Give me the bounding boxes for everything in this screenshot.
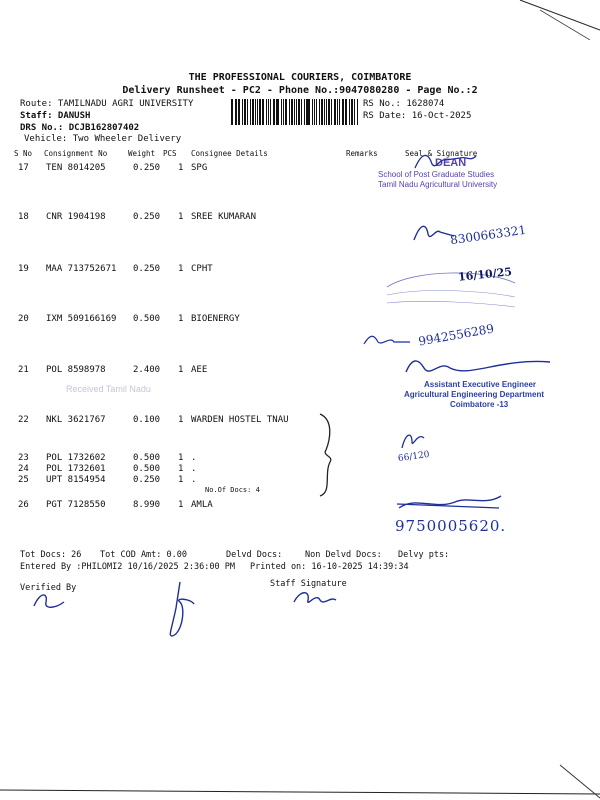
aee-signature (400, 352, 560, 382)
handwritten-note: 66/120 (397, 449, 431, 465)
total-docs: Tot Docs: 26 (20, 550, 82, 560)
row-pcs: 1 (178, 212, 184, 222)
row-consignment: POL 8598978 (46, 365, 106, 375)
amla-signature (395, 492, 505, 516)
row-consignee: SPG (191, 163, 208, 173)
total-cod-amount: Tot COD Amt: 0.00 (100, 550, 187, 560)
row-pcs: 1 (178, 415, 184, 425)
row-consignee: AMLA (191, 500, 213, 510)
col-sno: S No (14, 149, 33, 158)
route-label: Route: TAMILNADU AGRI UNIVERSITY (20, 99, 194, 109)
dean-signature (410, 150, 480, 174)
row-consignment: TEN 8014205 (46, 163, 106, 173)
delivered-docs: Delvd Docs: (226, 550, 283, 560)
aee-stamp-line: Coimbatore -13 (450, 400, 509, 409)
row-pcs: 1 (178, 453, 184, 463)
row-pcs: 1 (178, 163, 184, 173)
row-consignment: UPT 8154954 (46, 475, 106, 485)
row-sno: 22 (18, 415, 29, 425)
col-weight: Weight (128, 149, 156, 158)
row-sno: 26 (18, 500, 29, 510)
handwritten-phone: 9750005620. (395, 517, 507, 535)
col-pcs: PCS (163, 149, 177, 158)
drs-label: DRS No.: DCJB162807402 (20, 123, 140, 133)
row-sno: 20 (18, 314, 29, 324)
row-consignee: CPHT (191, 264, 213, 274)
row-sno: 23 (18, 453, 29, 463)
row-pcs: 1 (178, 365, 184, 375)
aee-stamp-line: Assistant Executive Engineer (424, 380, 537, 389)
no-of-docs: No.Of Docs: 4 (205, 486, 260, 494)
col-seal-signature: Seal & Signature (405, 149, 478, 158)
runsheet-subtitle: Delivery Runsheet - PC2 - Phone No.:9047080280 - Page No.:2 (122, 85, 478, 96)
printed-on: Printed on: 16-10-2025 14:39:34 (250, 562, 409, 572)
dean-stamp-title: DEAN (435, 157, 467, 169)
row-consignment: PGT 7128550 (46, 500, 106, 510)
row-consignee: . (191, 453, 197, 463)
row-weight: 0.500 (133, 453, 161, 463)
row-consignment: NKL 3621767 (46, 415, 106, 425)
dean-stamp-line: Tamil Nadu Agricultural University (378, 180, 498, 189)
row-consignment: CNR 1904198 (46, 212, 106, 222)
row-sno: 21 (18, 365, 29, 375)
supervisor-signature (160, 578, 200, 640)
col-consignee: Consignee Details (191, 149, 268, 158)
handwritten-phone: 9942556289 (417, 321, 495, 349)
verified-by-label: Verified By (20, 583, 77, 593)
row-consignee: SREE KUMARAN (191, 212, 257, 222)
row-consignee: WARDEN HOSTEL TNAU (191, 415, 289, 425)
row-weight: 0.250 (133, 163, 161, 173)
row-pcs: 1 (178, 264, 184, 274)
scan-corner-marks (500, 0, 600, 40)
row-weight: 0.500 (133, 314, 161, 324)
row-consignment: POL 1732602 (46, 453, 106, 463)
faded-stamp: Received Tamil Nadu (66, 384, 151, 394)
handwritten-date: 16/10/25 (457, 265, 513, 284)
row-consignment: IXM 509166169 (46, 314, 117, 324)
row-consignment: POL 1732601 (46, 464, 106, 474)
dean-stamp-line: School of Post Graduate Studies (378, 170, 495, 179)
runsheet-barcode (231, 99, 359, 125)
row-pcs: 1 (178, 475, 184, 485)
row-consignment: MAA 713752671 (46, 264, 117, 274)
rs-date: RS Date: 16-Oct-2025 (363, 111, 472, 121)
row-sno: 25 (18, 475, 29, 485)
staff-signature (290, 588, 340, 610)
col-consignment: Consignment No (44, 149, 108, 158)
delivery-points: Delvy pts: (398, 550, 450, 560)
aee-stamp-line: Agricultural Engineering Department (404, 390, 545, 399)
row-consignee: . (191, 464, 197, 474)
col-remarks: Remarks (346, 149, 378, 158)
row-weight: 2.400 (133, 365, 161, 375)
handwritten-phone: 8300663321 (449, 222, 527, 248)
verifier-signature (30, 588, 70, 614)
row-weight: 0.250 (133, 212, 161, 222)
row-weight: 0.250 (133, 475, 161, 485)
entered-by: Entered By :PHILOMI2 10/16/2025 2:36:00 PM (20, 562, 235, 572)
row-pcs: 1 (178, 500, 184, 510)
row-sno: 19 (18, 264, 29, 274)
row-pcs: 1 (178, 464, 184, 474)
row-consignee: . (191, 475, 197, 485)
signature-scribble (360, 330, 420, 350)
row-sno: 24 (18, 464, 29, 474)
staff-label: Staff: DANUSH (20, 111, 91, 121)
handwritten-brace (312, 410, 342, 500)
row-pcs: 1 (178, 314, 184, 324)
rs-number: RS No.: 1628074 (363, 99, 445, 109)
vehicle-label: Vehicle: Two Wheeler Delivery (24, 134, 182, 144)
row-weight: 0.500 (133, 464, 161, 474)
row-consignee: AEE (191, 365, 208, 375)
staff-signature-label: Staff Signature (270, 579, 347, 589)
row-consignee: BIOENERGY (191, 314, 240, 324)
company-title: THE PROFESSIONAL COURIERS, COIMBATORE (188, 72, 412, 83)
row-sno: 18 (18, 212, 29, 222)
row-weight: 8.990 (133, 500, 161, 510)
row-weight: 0.100 (133, 415, 161, 425)
scan-bottom-edge (0, 760, 600, 800)
row-sno: 17 (18, 163, 29, 173)
non-delivered-docs: Non Delvd Docs: (305, 550, 382, 560)
row-weight: 0.250 (133, 264, 161, 274)
